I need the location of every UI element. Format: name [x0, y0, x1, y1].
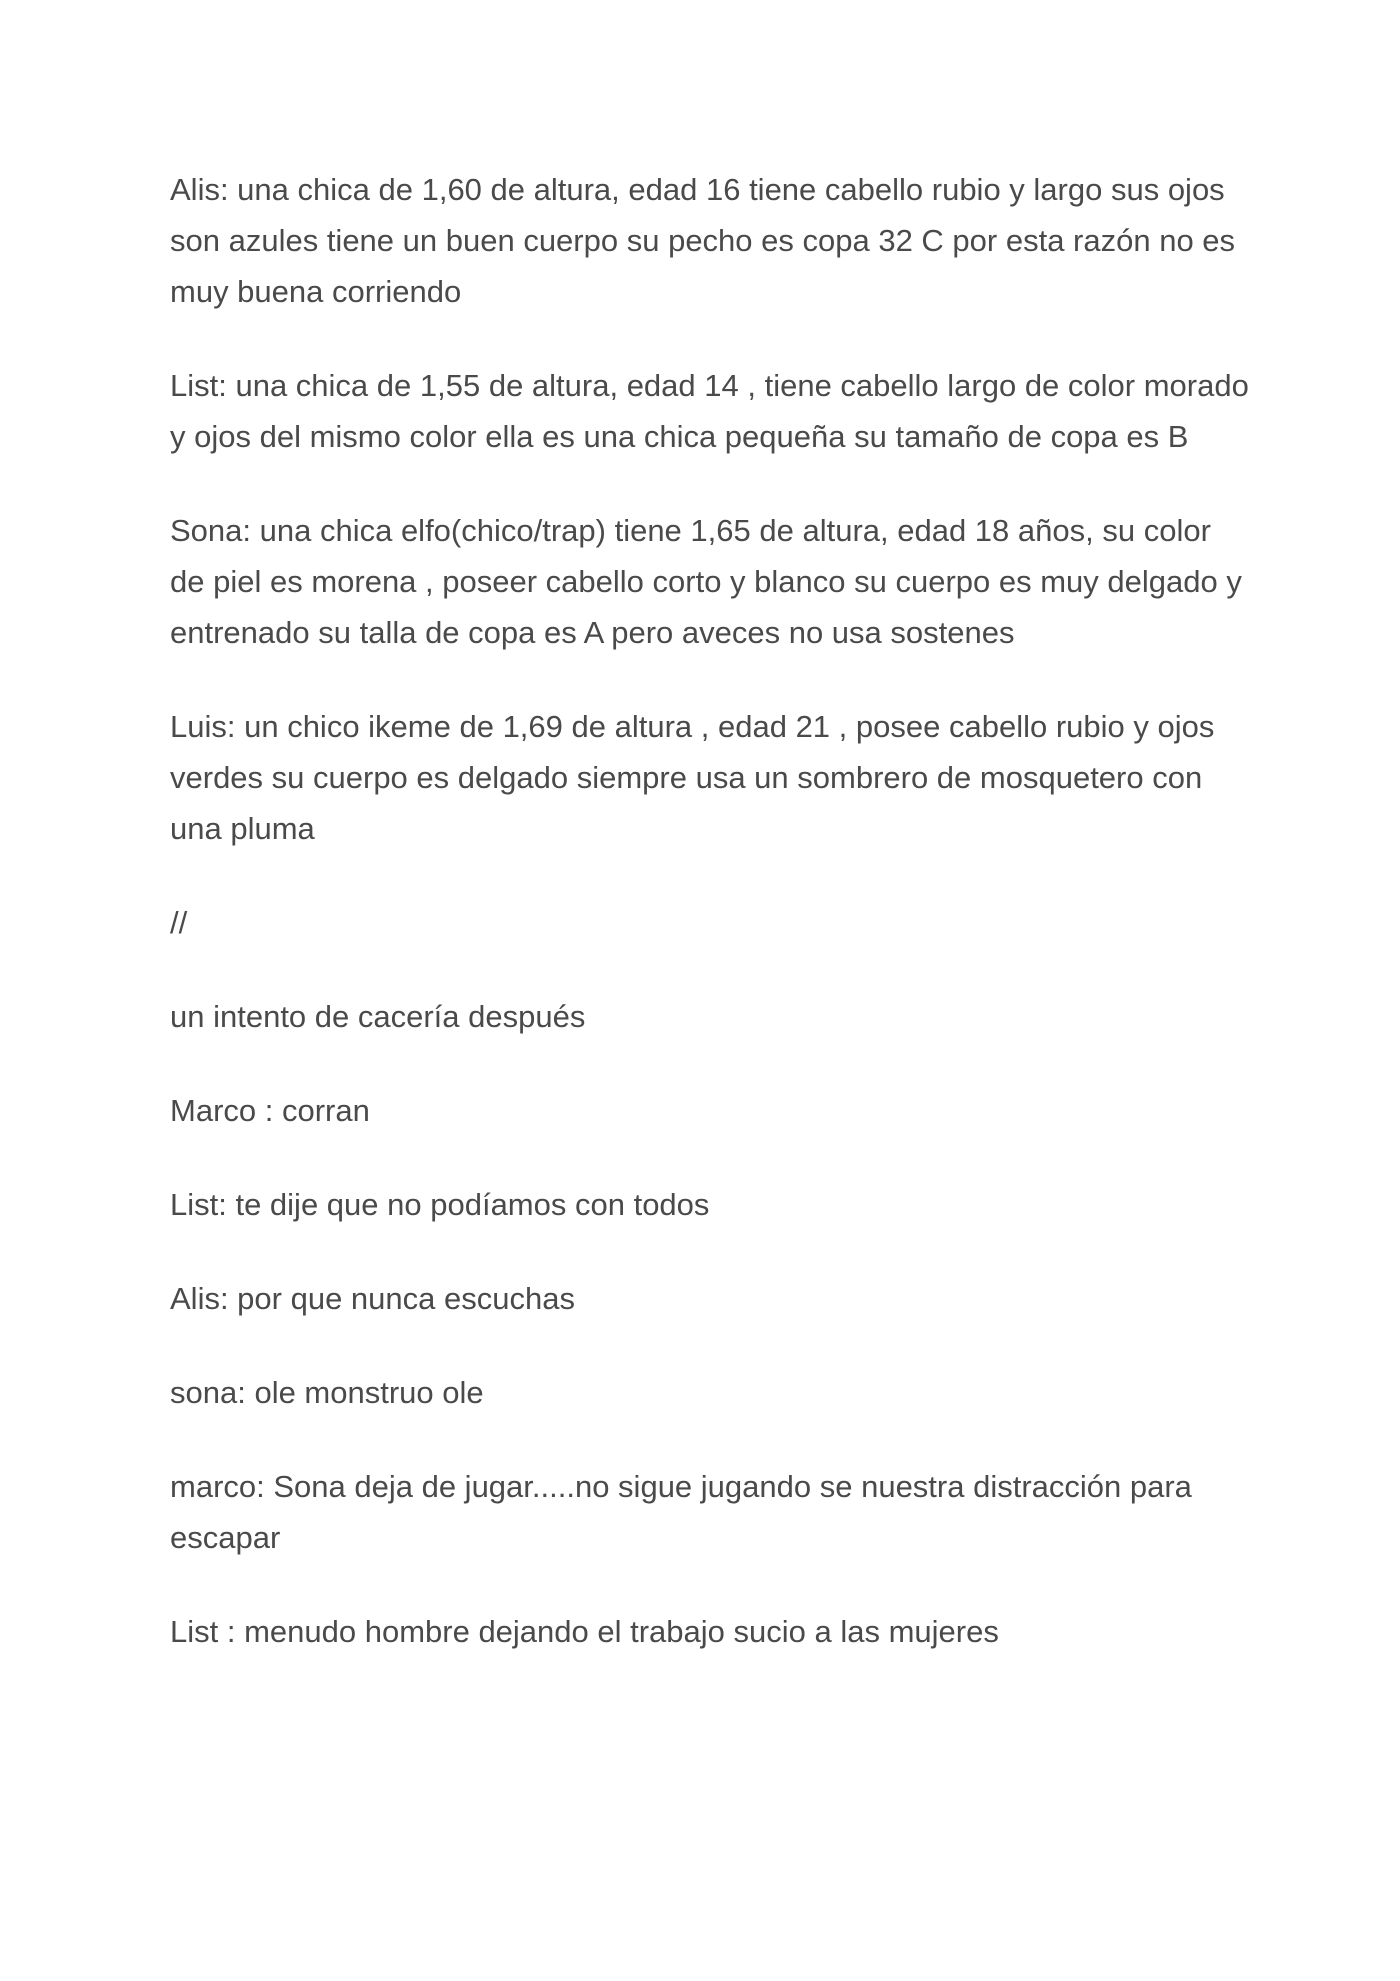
dialogue-line: Alis: por que nunca escuchas	[170, 1281, 575, 1316]
dialogue-line: marco: Sona deja de jugar.....no sigue jugando se nuestra distracción para escapar	[170, 1469, 1192, 1555]
dialogue-line: sona: ole monstruo ole	[170, 1375, 484, 1410]
dialogue-line: List: te dije que no podíamos con todos	[170, 1187, 710, 1222]
dialogue-line: List : menudo hombre dejando el trabajo sucio a las mujeres	[170, 1614, 999, 1649]
section-separator: //	[170, 905, 188, 940]
document-body	[170, 164, 1250, 1700]
character-alis-description: Alis: una chica de 1,60 de altura, edad 16 tiene cabello rubio y largo sus ojos son azules tiene un buen cuerpo su pecho es copa 32 C por esta razón no es muy buena corriendo	[170, 172, 1236, 309]
scene-intro: un intento de cacería después	[170, 999, 586, 1034]
character-luis-description: Luis: un chico ikeme de 1,69 de altura , edad 21 , posee cabello rubio y ojos verdes su cuerpo es delgado siempre usa un sombrero de mosquetero con una pluma	[170, 709, 1215, 846]
dialogue-line: Marco : corran	[170, 1093, 370, 1128]
character-sona-description: Sona: una chica elfo(chico/trap) tiene 1,65 de altura, edad 18 años, su color de piel es morena , poseer cabello corto y blanco su cuerpo es muy delgado y entrenado su talla de copa es A pero aveces no usa sostenes	[170, 513, 1242, 650]
character-list-description: List: una chica de 1,55 de altura, edad 14 , tiene cabello largo de color morado y ojos del mismo color ella es una chica pequeña su tamaño de copa es B	[170, 368, 1249, 454]
